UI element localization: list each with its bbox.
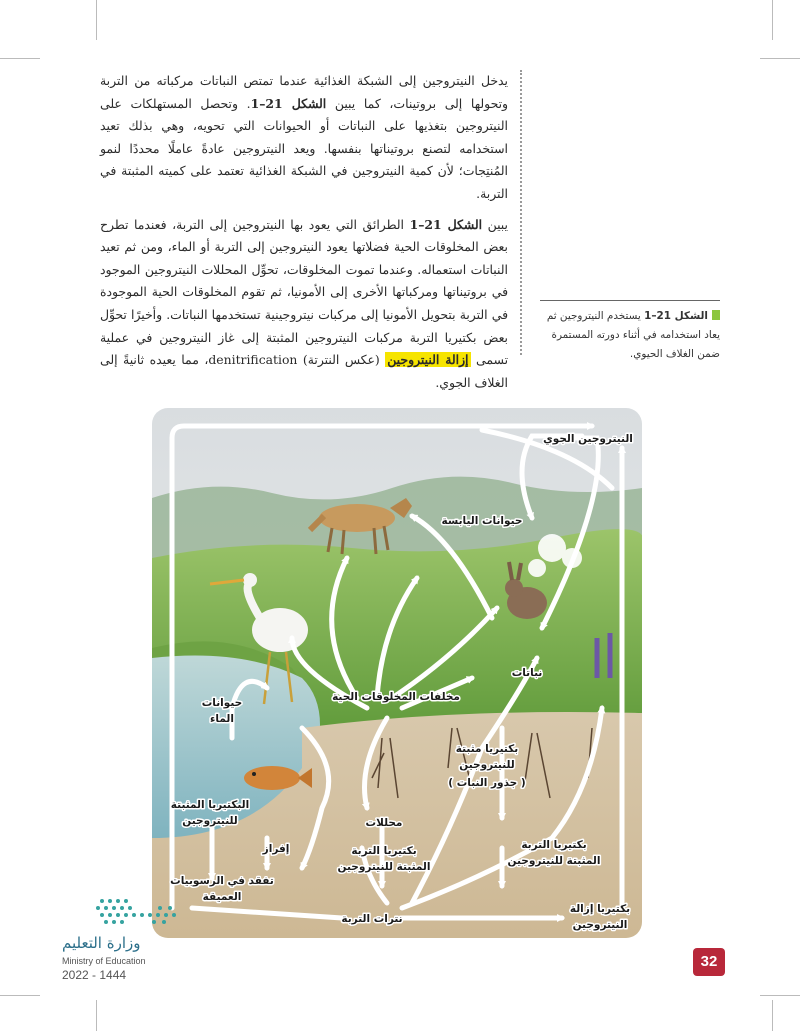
label-decomposers: محللات	[365, 817, 403, 829]
label-soil-nitrates: نترات التربة	[341, 913, 403, 925]
caption-label: الشكل 21–1	[644, 310, 708, 322]
label-fixing-bacteria-roots-1: بكتيريا مثبتة	[455, 743, 519, 755]
label-denitrifying-bacteria-2: النيتروجين	[572, 919, 628, 931]
label-soil-fixing-bacteria-a-2: المثبتة للنيتروجين	[337, 861, 431, 873]
logo-english-text: Ministry of Education	[62, 956, 146, 966]
logo-arabic-text: وزارة التعليم	[62, 934, 141, 952]
crop-mark	[96, 1000, 97, 1031]
label-atmospheric-nitrogen: النيتروجين الجوي	[543, 433, 633, 445]
label-lost-sediments-1: تفقد في الرسوبيات	[170, 875, 274, 887]
figure-reference: الشكل 21–1	[250, 95, 327, 111]
paragraph-2-part-1: يبين	[482, 216, 508, 232]
crop-mark	[96, 0, 97, 40]
caption-rule	[540, 300, 720, 301]
label-fixing-bacteria-roots-3: ( جذور النبات )	[448, 777, 526, 789]
body-text	[100, 70, 508, 402]
label-water-fixing-bacteria-2: للنيتروجين	[182, 815, 238, 827]
crop-mark	[760, 995, 800, 996]
label-excretion: إفراز	[262, 843, 290, 855]
highlighted-term: إزالة النيتروجين	[387, 352, 469, 368]
nitrogen-cycle-illustration	[152, 408, 642, 938]
paragraph-1	[100, 70, 508, 206]
label-fixing-bacteria-roots-2: للنيتروجين	[459, 759, 515, 771]
caption-marker-icon	[712, 310, 720, 320]
label-soil-fixing-bacteria-b-2: المثبتة للنيتروجين	[507, 855, 601, 867]
label-lost-sediments-2: العميقة	[202, 891, 242, 903]
figure-reference: الشكل 21–1	[409, 216, 483, 232]
label-water-animals-1: حيوانات	[201, 697, 243, 709]
label-soil-fixing-bacteria-b-1: بكتيريا التربة	[521, 839, 587, 851]
label-organism-wastes: مخلفات المخلوقات الحية	[332, 691, 460, 703]
label-soil-fixing-bacteria-a-1: بكتيريا التربة	[351, 845, 417, 857]
caption-text: يستخدم النيتروجين ثم يعاد استخدامه في أثناء دورته المستمرة ضمن الغلاف الحيوي.	[546, 310, 720, 360]
crop-mark	[772, 0, 773, 40]
dotted-divider	[520, 70, 522, 355]
label-plants: نباتات	[511, 667, 543, 679]
paragraph-2-part-3: (عكس النترتة) denitrification، مما يعيده ثانيةً إلى الغلاف الجوي.	[100, 352, 508, 390]
label-water-animals-2: الماء	[210, 713, 234, 725]
label-denitrifying-bacteria-1: بكتيريا إزالة	[569, 903, 631, 915]
page-number: 32	[693, 948, 725, 976]
figure-caption	[540, 300, 720, 364]
logo-dots-icon	[60, 895, 200, 935]
logo-year: 2022 - 1444	[62, 968, 127, 982]
paragraph-1-part-2: . وتحصل المستهلكات على النيتروجين بتغذيها على النباتات أو الحيوانات التي تحويه، وهي بذلك تعيد استخدامه لتصنع بروتيناتها بنفسها. ويعد النيتروجين عادةً عاملًا محددًا لنمو المُنتِجات؛ لأن كمية النيتروجين في الشبكة الغذائية تعتمد على كميته المثبتة في التربة.	[100, 95, 508, 201]
crop-mark	[0, 58, 40, 59]
crop-mark	[772, 1000, 773, 1031]
crop-mark	[0, 995, 40, 996]
label-water-fixing-bacteria-1: البكتيريا المثبتة	[170, 799, 250, 811]
paragraph-1-part-1: يدخل النيتروجين إلى الشبكة الغذائية عندما تمتص النباتات مركباته من التربة وتحولها إلى بروتينات، كما يبين	[100, 73, 509, 111]
crop-mark	[760, 58, 800, 59]
paragraph-2-part-2: الطرائق التي يعود بها النيتروجين إلى التربة، فعندما تطرح بعض المخلوقات الحية فضلاتها يعود النيتروجين إلى التربة أو الماء، ومن ثم تعيد النباتات استعماله. وعندما تموت المخلوقات، تحوِّل المحللات النيتروجين الموجود في بروتيناتها ومركباتها الأخرى إلى الأمونيا، ثم تقوم المخلوقات الحية الموجودة في التربة بتحويل الأمونيا إلى مركبات نيتروجينية تستخدمها النباتات. وأخيرًا تحوِّل بعض بكتيريا التربة مركبات النيتروجين المثبتة إلى غاز النيتروجين في عملية تسمى	[100, 216, 509, 368]
nitrogen-cycle-figure	[152, 408, 642, 938]
paragraph-2	[100, 214, 508, 395]
label-land-animals: حيوانات اليابسة	[441, 515, 523, 527]
